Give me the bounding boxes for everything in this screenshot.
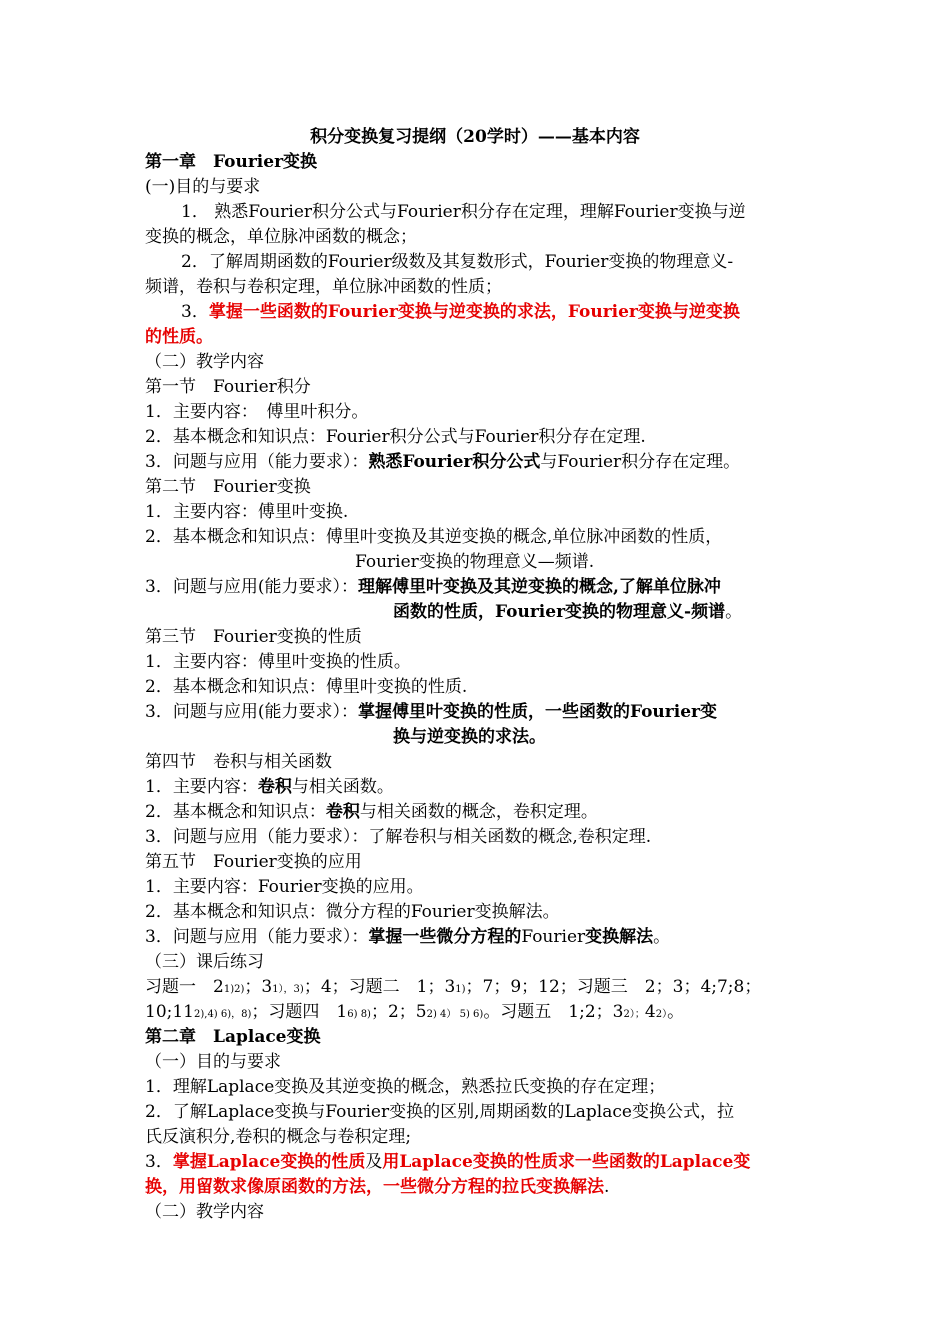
s4-item-3: 3．问题与应用（能力要求）：了解卷积与相关函数的概念,卷积定理. — [145, 827, 652, 847]
s5-item-3-label: 3．问题与应用（能力要求）： — [145, 927, 369, 947]
s2-item-1: 1．主要内容：傅里叶变换. — [145, 502, 349, 522]
ch2-goal-2: 2．了解Laplace变换与Fourier变换的区别,周期函数的Laplace变换公式，拉 — [145, 1102, 734, 1122]
ch1-goal-2: 2．了解周期函数的Fourier级数及其复数形式，Fourier变换的物理意义- — [181, 252, 734, 272]
s2-item-3-bold-cont: 函数的性质，Fourier变换的物理意义-频谱 — [393, 602, 726, 622]
s2-item-3-label: 3．问题与应用(能力要求）： — [145, 577, 358, 597]
s2-item-3-bold: 理解傅里叶变换及其逆变换的概念,了解单位脉冲 — [357, 577, 721, 597]
ch2-goal-3-red-3: 换，用留数求像原函数的方法，一些微分方程的拉氏变换解法 — [145, 1177, 604, 1197]
exercises-line-2 — [145, 1001, 684, 1026]
s3-item-3-bold: 掌握傅里叶变换的性质，一些函数的Fourier变 — [357, 702, 717, 722]
s4-item-1-bold: 卷积 — [257, 777, 292, 797]
exercises-heading: （三）课后练习 — [145, 952, 264, 972]
s1-item-1: 1．主要内容： 傅里叶积分。 — [145, 402, 369, 422]
s3-item-3 — [145, 701, 717, 723]
ex2-e: ；2；5 — [370, 1002, 427, 1022]
s1-item-2: 2．基本概念和知识点：Fourier积分公式与Fourier积分存在定理. — [145, 427, 646, 447]
s3-item-2: 2．基本概念和知识点：傅里叶变换的性质. — [145, 677, 468, 697]
ch2-goal-3-red-2: 用Laplace变换的性质求一些函数的Laplace变 — [382, 1152, 751, 1172]
s3-item-3-label: 3．问题与应用(能力要求）： — [145, 702, 358, 722]
s3-item-3-cont: 换与逆变换的求法。 — [393, 727, 546, 747]
s5-item-3-end: 。 — [653, 927, 671, 947]
ex2-d: 6) 8) — [347, 1009, 371, 1020]
s2-item-3-end: 。 — [725, 602, 743, 622]
s1-item-3-bold: 熟悉Fourier积分公式 — [368, 452, 541, 472]
ex2-h: 2）； — [623, 1009, 645, 1020]
ex1-f: 1) — [455, 984, 466, 995]
s3-item-1: 1．主要内容：傅里叶变换的性质。 — [145, 652, 411, 672]
ch1-goal-3 — [181, 301, 740, 323]
ex1-b: 1)2) — [223, 984, 245, 995]
ex2-g: 。习题五 1;2；3 — [483, 1002, 624, 1022]
s1-item-3-label: 3．问题与应用（能力要求）： — [145, 452, 369, 472]
section-2-heading: 第二节 Fourier变换 — [145, 477, 311, 497]
section-4-heading: 第四节 卷积与相关函数 — [145, 752, 332, 772]
s5-item-2: 2．基本概念和知识点：微分方程的Fourier变换解法。 — [145, 902, 560, 922]
ch2-goal-3-end: . — [604, 1177, 610, 1197]
ch1-goals-heading: (一)目的与要求 — [145, 177, 261, 197]
ch1-goal-2-cont: 频谱，卷积与卷积定理，单位脉冲函数的性质； — [145, 277, 502, 297]
exercises-line-1 — [145, 976, 761, 1001]
ch2-goal-3-cont — [145, 1176, 609, 1198]
ex1-a: 习题一 2 — [145, 977, 224, 997]
ch2-goals-heading: （一）目的与要求 — [145, 1052, 281, 1072]
ch2-goal-3 — [145, 1151, 750, 1173]
ex1-d: 1），3) — [272, 984, 304, 995]
ex2-k: 。 — [667, 1002, 685, 1022]
s2-item-3-cont — [393, 601, 742, 623]
chapter-1-heading: 第一章 Fourier变换 — [145, 152, 318, 172]
s5-item-3-bold: 掌握一些微分方程的 — [368, 927, 522, 947]
ex2-f: 2) 4） 5) 6) — [426, 1009, 484, 1020]
s5-item-3 — [145, 926, 670, 948]
ex2-i: 4 — [644, 1002, 656, 1022]
s4-item-1 — [145, 776, 394, 798]
section-5-heading: 第五节 Fourier变换的应用 — [145, 852, 362, 872]
ch1-content-heading: （二）教学内容 — [145, 352, 264, 372]
ch2-goal-1: 1．理解Laplace变换及其逆变换的概念，熟悉拉氏变换的存在定理； — [145, 1077, 666, 1097]
ch1-goal-3-num: 3． — [181, 302, 209, 322]
chapter-2-heading: 第二章 Laplace变换 — [145, 1027, 321, 1047]
ch2-content-heading: （二）教学内容 — [145, 1202, 264, 1222]
ch1-goal-1: 1． 熟悉Fourier积分公式与Fourier积分存在定理，理解Fourier变换与逆 — [181, 202, 746, 222]
s1-item-3-rest: 与Fourier积分存在定理。 — [540, 452, 741, 472]
ch1-goal-3-text: 掌握一些函数的Fourier变换与逆变换的求法，Fourier变换与逆变换 — [208, 302, 740, 322]
ex1-c: ；3 — [244, 977, 273, 997]
s4-item-2-label: 2．基本概念和知识点： — [145, 802, 326, 822]
s4-item-1-label: 1．主要内容： — [145, 777, 258, 797]
ch2-goal-3-and: 及 — [365, 1152, 383, 1172]
s4-item-1-rest: 与相关函数。 — [291, 777, 394, 797]
ch2-goal-3-num: 3． — [145, 1152, 173, 1172]
section-3-heading: 第三节 Fourier变换的性质 — [145, 627, 362, 647]
ex2-a: 10;11 — [145, 1002, 194, 1022]
s5-item-3-bold-2: 变换解法 — [585, 927, 654, 947]
ex2-c: ；习题四 1 — [251, 1002, 348, 1022]
ex2-b: 2),4) 6)，8) — [194, 1009, 252, 1020]
ex1-e: ；4；习题二 1；3 — [303, 977, 456, 997]
s2-item-2: 2．基本概念和知识点：傅里叶变换及其逆变换的概念,单位脉冲函数的性质， — [145, 527, 723, 547]
ex2-j: 2） — [655, 1009, 668, 1020]
page-title: 积分变换复习提纲（20学时）——基本内容 — [310, 127, 640, 147]
s4-item-2-rest: 与相关函数的概念，卷积定理。 — [359, 802, 598, 822]
ex1-g: ；7；9；12；习题三 2；3；4;7;8； — [465, 977, 762, 997]
s5-item-3-term: Fourier — [521, 927, 586, 947]
s2-item-2-cont: Fourier变换的物理意义—频谱. — [355, 552, 595, 572]
s1-item-3 — [145, 451, 740, 473]
ch2-goal-2-cont: 氏反演积分,卷积的概念与卷积定理; — [145, 1127, 412, 1147]
ch1-goal-1-cont: 变换的概念，单位脉冲函数的概念； — [145, 227, 417, 247]
s5-item-1: 1．主要内容：Fourier变换的应用。 — [145, 877, 424, 897]
s4-item-2-bold: 卷积 — [325, 802, 360, 822]
s2-item-3 — [145, 576, 721, 598]
ch1-goal-3-cont: 的性质。 — [145, 327, 213, 347]
section-1-heading: 第一节 Fourier积分 — [145, 377, 311, 397]
ch2-goal-3-red-1: 掌握Laplace变换的性质 — [172, 1152, 366, 1172]
s4-item-2 — [145, 801, 598, 823]
